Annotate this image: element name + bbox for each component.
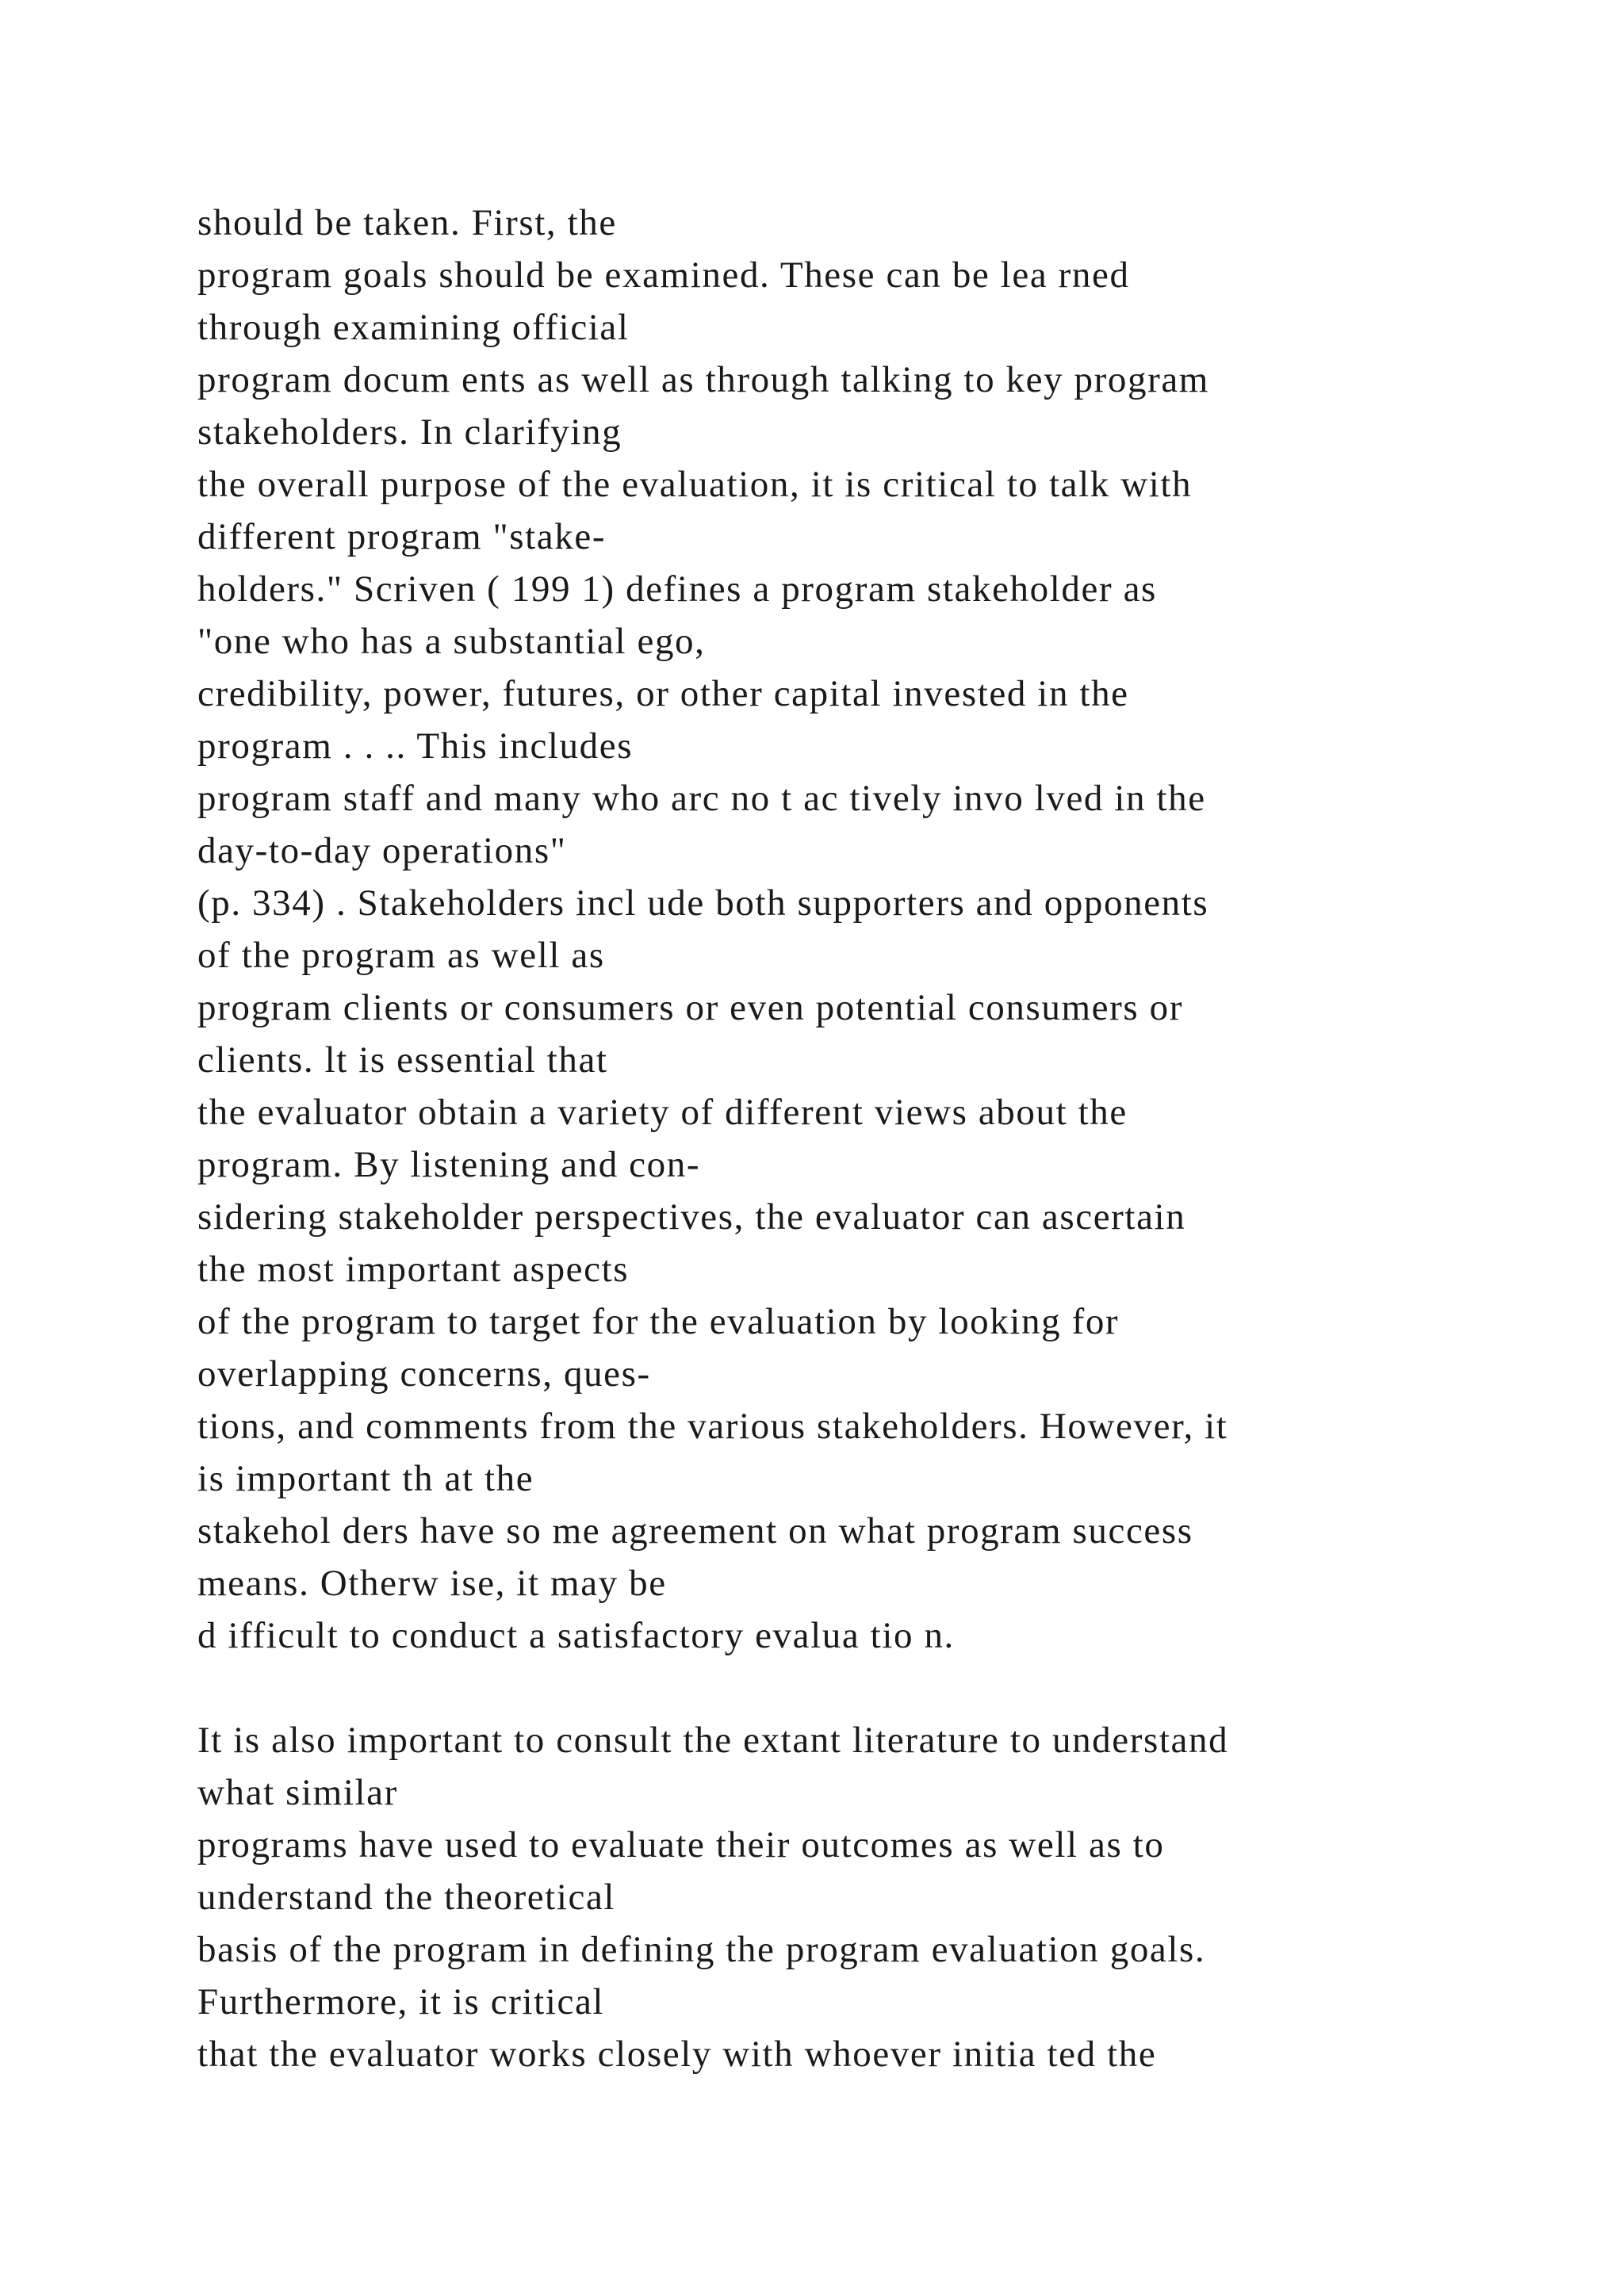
text-line: program goals should be examined. These can be lea rned [197, 254, 1130, 296]
text-line: the most important aspects [197, 1249, 630, 1290]
body-text [197, 197, 1593, 2080]
text-line: the overall purpose of the evaluation, it is critical to talk with [197, 464, 1193, 505]
text-line: of the program as well as [197, 935, 605, 976]
text-line: sidering stakeholder perspectives, the evaluator can ascertain [197, 1196, 1186, 1238]
text-line: tions, and comments from the various stakeholders. However, it [197, 1406, 1228, 1447]
text-line: day-to-day operations" [197, 830, 567, 871]
text-line: means. Otherw ise, it may be [197, 1563, 667, 1604]
text-line: basis of the program in defining the program evaluation goals. [197, 1929, 1206, 1970]
text-line: overlapping concerns, ques- [197, 1353, 651, 1395]
text-line: what similar [197, 1772, 398, 1813]
text-line: program. By listening and con- [197, 1144, 701, 1185]
text-line: of the program to target for the evaluation by looking for [197, 1301, 1120, 1342]
text-line: that the evaluator works closely with whoever initia ted the [197, 2034, 1157, 2075]
text-line: program staff and many who arc no t ac tively invo lved in the [197, 778, 1206, 819]
text-line: program clients or consumers or even potential consumers or [197, 987, 1183, 1028]
text-line: should be taken. First, the [197, 202, 617, 243]
text-line: (p. 334) . Stakeholders incl ude both supporters and opponents [197, 882, 1209, 924]
text-line: is important th at the [197, 1458, 534, 1499]
text-line: through examining official [197, 307, 630, 348]
text-line: d ifficult to conduct a satisfactory evalua tio n. [197, 1615, 955, 1656]
text-line: program . . .. This includes [197, 725, 634, 767]
text-line: stakehol ders have so me agreement on what program success [197, 1510, 1193, 1552]
text-line: program docum ents as well as through talking to key program [197, 359, 1209, 400]
text-line: credibility, power, futures, or other capital invested in the [197, 673, 1129, 714]
text-line: Furthermore, it is critical [197, 1981, 605, 2022]
text-line: understand the theoretical [197, 1877, 616, 1918]
paragraph-break [197, 1662, 1593, 1714]
text-line: It is also important to consult the extant literature to understand [197, 1720, 1229, 1761]
text-line: different program "stake- [197, 516, 607, 557]
text-line: the evaluator obtain a variety of different views about the [197, 1092, 1128, 1133]
text-line: programs have used to evaluate their outcomes as well as to [197, 1824, 1165, 1866]
text-line: clients. lt is essential that [197, 1039, 608, 1081]
text-line: "one who has a substantial ego, [197, 621, 706, 662]
text-line: stakeholders. In clarifying [197, 411, 622, 453]
text-line: holders." Scriven ( 199 1) defines a program stakeholder as [197, 568, 1157, 610]
